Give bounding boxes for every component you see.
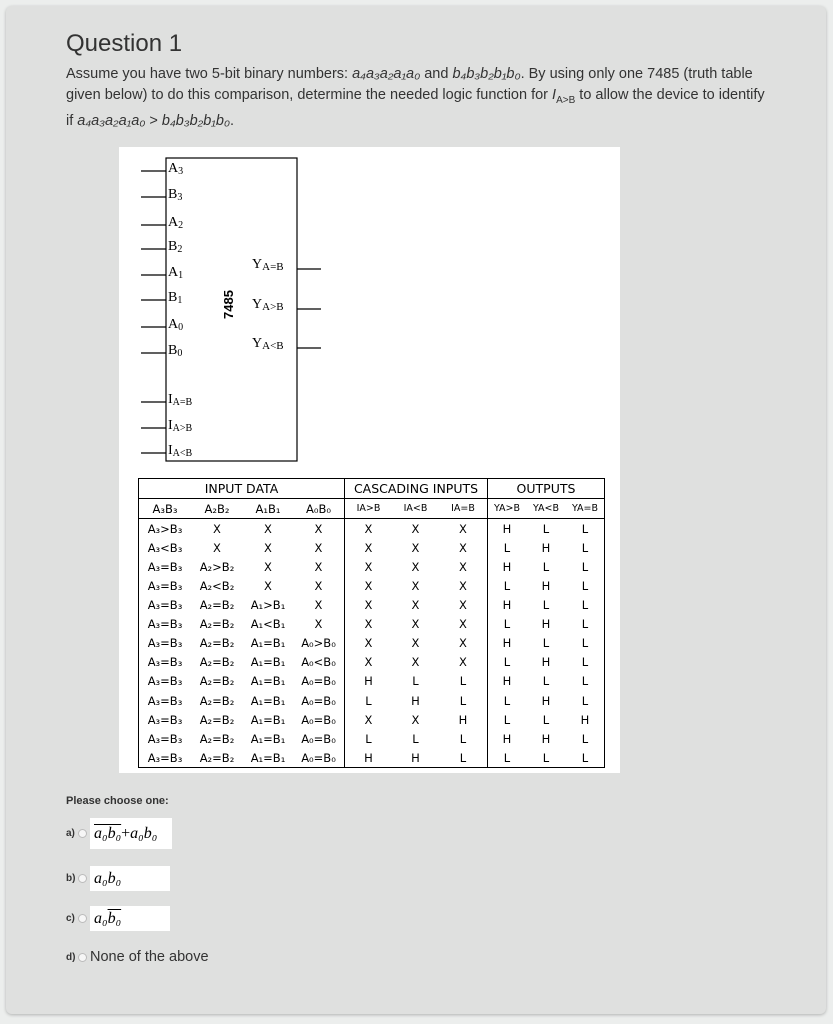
pin-main: A (168, 215, 179, 230)
var-i-sub: A>B (556, 94, 576, 106)
pin-main: A (168, 265, 179, 280)
var-a: a₄a₃a₂a₁a₀ (352, 66, 421, 82)
table-cell: A₂=B₂ (199, 655, 235, 670)
option-c[interactable] (66, 906, 170, 931)
pin-main: B (168, 290, 178, 305)
output-pin-label (252, 257, 284, 273)
table-cell: L (345, 691, 393, 710)
table-cell: A₁=B₁ (250, 655, 286, 670)
table-cell: X (411, 579, 420, 594)
table-cell: H (541, 655, 551, 670)
prompt-text: . (230, 112, 235, 129)
option-c-formula (90, 906, 170, 931)
table-cell: A₂=B₂ (199, 731, 235, 746)
cascade-pin-label (168, 443, 192, 459)
table-cell: H (541, 579, 551, 594)
table-row (139, 538, 605, 557)
table-cell: A₃=B₃ (147, 655, 183, 670)
table-cell: X (314, 617, 323, 632)
var-a: a₄a₃a₂a₁a₀ (77, 112, 146, 129)
pin-main: A (168, 161, 179, 176)
pin-sub: A<B (172, 448, 193, 459)
option-a-formula (90, 818, 172, 849)
table-cell: A₂>B₂ (199, 559, 235, 574)
table-cell: X (459, 617, 467, 632)
table-cell: L (459, 750, 467, 765)
table-cell: L (581, 693, 589, 708)
table-cell: L (581, 636, 589, 651)
table-row (139, 672, 605, 691)
table-cell: A₂<B₂ (199, 579, 235, 594)
plus: + (121, 824, 131, 842)
table-cell: A₂=B₂ (199, 598, 235, 613)
cascade-pin-label (168, 392, 192, 408)
table-cell: H (488, 557, 527, 576)
table-cell: H (411, 693, 420, 708)
table-cell: L (542, 712, 550, 727)
cascade-pin-label (168, 418, 192, 434)
truth-table (138, 478, 605, 768)
table-cell: A₁=B₁ (250, 636, 286, 651)
table-row (139, 691, 605, 710)
table-cell: L (581, 674, 589, 689)
option-b-formula: a₀b₀ (90, 866, 170, 891)
table-cell: L (542, 598, 550, 613)
table-cell: X (459, 540, 467, 555)
table-cell: X (459, 598, 467, 613)
table-cell: A₂=B₂ (199, 750, 235, 765)
table-cell: X (411, 655, 420, 670)
table-cell: H (488, 634, 527, 653)
table-cell: H (345, 748, 393, 768)
table-cell: L (412, 674, 419, 689)
chip-diagram (119, 147, 620, 477)
pin-main: Y (252, 336, 263, 351)
comparator-figure (119, 147, 620, 773)
option-b[interactable] (66, 866, 170, 891)
table-cell: H (541, 617, 551, 632)
table-cell: A₁<B₁ (250, 617, 286, 632)
table-cell: L (542, 750, 550, 765)
pin-main: B (168, 239, 178, 254)
table-cell: A₀=B₀ (301, 674, 336, 689)
pin-sub: 0 (177, 348, 183, 359)
output-pin-label (252, 336, 284, 352)
table-row (139, 653, 605, 672)
pin-sub: A<B (262, 340, 284, 352)
option-letter: b) (66, 873, 76, 884)
radio-button[interactable] (78, 829, 87, 838)
table-cell: L (459, 693, 467, 708)
table-cell: X (411, 598, 420, 613)
table-cell: L (581, 655, 589, 670)
table-cell: H (345, 672, 393, 691)
table-cell: A₁=B₁ (250, 731, 286, 746)
table-cell: A₃>B₃ (147, 521, 183, 536)
table-cell: X (213, 540, 221, 555)
table-cell: L (581, 521, 589, 536)
input-pin-label (168, 161, 183, 177)
table-row (139, 729, 605, 748)
table-cell: X (264, 540, 272, 555)
input-pin-label (168, 290, 182, 306)
output-pin-label (252, 297, 284, 313)
table-cell: X (411, 712, 420, 727)
table-row (139, 634, 605, 653)
table-cell: X (345, 634, 393, 653)
table-cell: X (314, 559, 323, 574)
term: a₀b₀ (130, 824, 158, 842)
table-cell: L (542, 636, 550, 651)
pin-sub: A>B (172, 423, 193, 434)
table-cell: X (411, 636, 420, 651)
table-cell: H (488, 729, 527, 748)
table-cell: A₂=B₂ (199, 712, 235, 727)
table-cell: X (411, 540, 420, 555)
table-cell: A₀=B₀ (301, 731, 336, 746)
option-a[interactable] (66, 818, 172, 849)
input-pin-label (168, 343, 182, 359)
table-cell: A₁>B₁ (250, 598, 286, 613)
table-cell: A₃=B₃ (147, 750, 183, 765)
table-cell: X (459, 655, 467, 670)
pin-main: B (168, 343, 178, 358)
pin-sub: 3 (177, 192, 183, 203)
table-cell: X (459, 636, 467, 651)
table-row (139, 557, 605, 576)
radio-button[interactable] (78, 874, 87, 883)
table-cell: A₂=B₂ (199, 636, 235, 651)
table-row (139, 576, 605, 595)
table-cell: H (458, 712, 468, 727)
table-cell: L (412, 731, 419, 746)
table-cell: A₀=B₀ (301, 712, 336, 727)
prompt-text: Assume you have two 5-bit binary numbers: (66, 66, 353, 82)
table-cell: X (411, 521, 420, 536)
table-cell: L (488, 710, 527, 729)
prompt-text: > (145, 112, 162, 129)
question-title: Question 1 (66, 30, 183, 57)
term-overline: a₀b₀ (94, 824, 122, 842)
var-i: I (552, 87, 557, 103)
input-pin-label (168, 215, 183, 231)
table-row (139, 710, 605, 729)
table-column-header: A₂B₂ (191, 499, 243, 519)
input-pin-label (168, 239, 182, 255)
pin-sub: 0 (178, 322, 184, 333)
table-cell: A₂=B₂ (199, 617, 235, 632)
table-cell: L (581, 559, 589, 574)
table-column-header: YA<B (526, 499, 566, 519)
table-cell: H (580, 712, 590, 727)
choose-label: Please choose one: (66, 795, 169, 807)
table-cell: H (488, 519, 527, 539)
table-cell: X (345, 576, 393, 595)
prompt-text: to allow the device to identify if (66, 87, 765, 129)
table-cell: X (459, 559, 467, 574)
table-cell: A₃=B₃ (147, 693, 183, 708)
question-prompt (66, 64, 771, 132)
pin-sub: A=B (262, 261, 284, 273)
var-b: b₄b₃b₂b₁b₀ (161, 112, 231, 129)
table-cell: A₃=B₃ (147, 617, 183, 632)
table-cell: A₁=B₁ (250, 712, 286, 727)
table-cell: X (345, 538, 393, 557)
table-cell: A₃=B₃ (147, 712, 183, 727)
table-cell: X (411, 617, 420, 632)
table-cell: X (314, 579, 323, 594)
table-cell: A₃<B₃ (147, 540, 183, 555)
table-cell: X (345, 710, 393, 729)
pin-sub: 1 (177, 295, 183, 306)
table-cell: A₂=B₂ (199, 693, 235, 708)
prompt-text: and (420, 66, 453, 82)
table-cell: H (488, 596, 527, 615)
table-column-header: YA>B (488, 499, 527, 519)
table-cell: X (459, 521, 467, 536)
table-cell: A₁=B₁ (250, 693, 286, 708)
table-cell: H (488, 672, 527, 691)
table-cell: H (541, 693, 551, 708)
table-cell: L (488, 576, 527, 595)
table-cell: A₀<B₀ (301, 655, 336, 670)
var-b: b₄b₃b₂b₁b₀ (452, 66, 521, 82)
table-cell: X (345, 557, 393, 576)
table-group-header: INPUT DATA (139, 479, 345, 499)
table-row (139, 519, 605, 539)
table-cell: L (459, 731, 467, 746)
table-cell: L (581, 731, 589, 746)
table-cell: L (581, 598, 589, 613)
input-pin-label (168, 187, 182, 203)
table-cell: A₀>B₀ (301, 636, 336, 651)
table-cell: X (264, 559, 272, 574)
table-cell: A₁=B₁ (250, 750, 286, 765)
table-cell: L (542, 674, 550, 689)
pin-main: Y (252, 257, 263, 272)
table-row (139, 615, 605, 634)
pin-sub: 3 (178, 166, 184, 177)
table-row (139, 748, 605, 768)
chip-label: 7485 (220, 290, 236, 319)
table-cell: A₃=B₃ (147, 598, 183, 613)
radio-button[interactable] (78, 914, 87, 923)
table-cell: X (314, 521, 323, 536)
table-cell: A₃=B₃ (147, 674, 183, 689)
pin-main: Y (252, 297, 263, 312)
table-cell: L (581, 617, 589, 632)
prompt-text: . By using only one 7485 (truth table given below) to do this comparison, determine the needed logic function for (66, 66, 753, 103)
table-column-header: A₁B₁ (243, 499, 293, 519)
table-column-header: A₀B₀ (293, 499, 345, 519)
pin-main: I (168, 443, 173, 458)
table-cell: L (488, 748, 527, 768)
table-cell: X (264, 579, 272, 594)
pin-sub: A=B (172, 397, 193, 408)
table-cell: L (542, 521, 550, 536)
table-cell: H (541, 731, 551, 746)
table-cell: H (541, 540, 551, 555)
pin-sub: 1 (178, 270, 184, 281)
table-cell: H (411, 750, 420, 765)
pin-sub: 2 (177, 244, 183, 255)
table-cell: L (488, 653, 527, 672)
option-letter: d) (66, 951, 76, 963)
table-cell: X (345, 615, 393, 634)
pin-sub: A>B (262, 301, 284, 313)
table-column-header: IA>B (345, 499, 393, 519)
table-cell: X (264, 521, 272, 536)
table-cell: A₃=B₃ (147, 579, 183, 594)
input-pin-label (168, 265, 183, 281)
table-cell: X (314, 598, 323, 613)
table-cell: L (459, 674, 467, 689)
option-letter: c) (66, 913, 75, 924)
table-cell: A₁=B₁ (250, 674, 286, 689)
table-column-header: A₃B₃ (139, 499, 192, 519)
term-overline: b₀ (107, 909, 122, 927)
table-cell: A₂=B₂ (199, 674, 235, 689)
table-cell: L (488, 691, 527, 710)
term: a₀ (94, 909, 108, 927)
table-group-header: CASCADING INPUTS (345, 479, 488, 499)
table-cell: X (345, 653, 393, 672)
table-cell: A₀=B₀ (301, 693, 336, 708)
table-row (139, 596, 605, 615)
table-cell: A₃=B₃ (147, 731, 183, 746)
pin-sub: 2 (178, 220, 184, 231)
table-cell: L (488, 538, 527, 557)
option-letter: a) (66, 828, 75, 839)
table-cell: L (488, 615, 527, 634)
table-cell: X (345, 519, 393, 539)
radio-button[interactable] (78, 953, 87, 962)
table-cell: L (581, 579, 589, 594)
table-column-header: IA<B (392, 499, 439, 519)
table-cell: L (542, 559, 550, 574)
table-cell: L (581, 540, 589, 555)
pin-main: B (168, 187, 178, 202)
table-cell: A₀=B₀ (301, 750, 336, 765)
table-cell: L (345, 729, 393, 748)
table-cell: X (411, 559, 420, 574)
table-cell: X (459, 579, 467, 594)
pin-main: A (168, 317, 179, 332)
pin-main: I (168, 392, 173, 407)
table-cell: L (581, 750, 589, 765)
table-cell: A₃=B₃ (147, 559, 183, 574)
pin-main: I (168, 418, 173, 433)
table-cell: X (314, 540, 323, 555)
table-cell: X (213, 521, 221, 536)
option-d[interactable] (66, 949, 209, 965)
table-column-header: IA=B (439, 499, 488, 519)
table-cell: A₃=B₃ (147, 636, 183, 651)
option-d-text: None of the above (90, 949, 209, 965)
table-cell: X (345, 596, 393, 615)
table-column-header: YA=B (566, 499, 605, 519)
table-group-header: OUTPUTS (488, 479, 605, 499)
input-pin-label (168, 317, 183, 333)
